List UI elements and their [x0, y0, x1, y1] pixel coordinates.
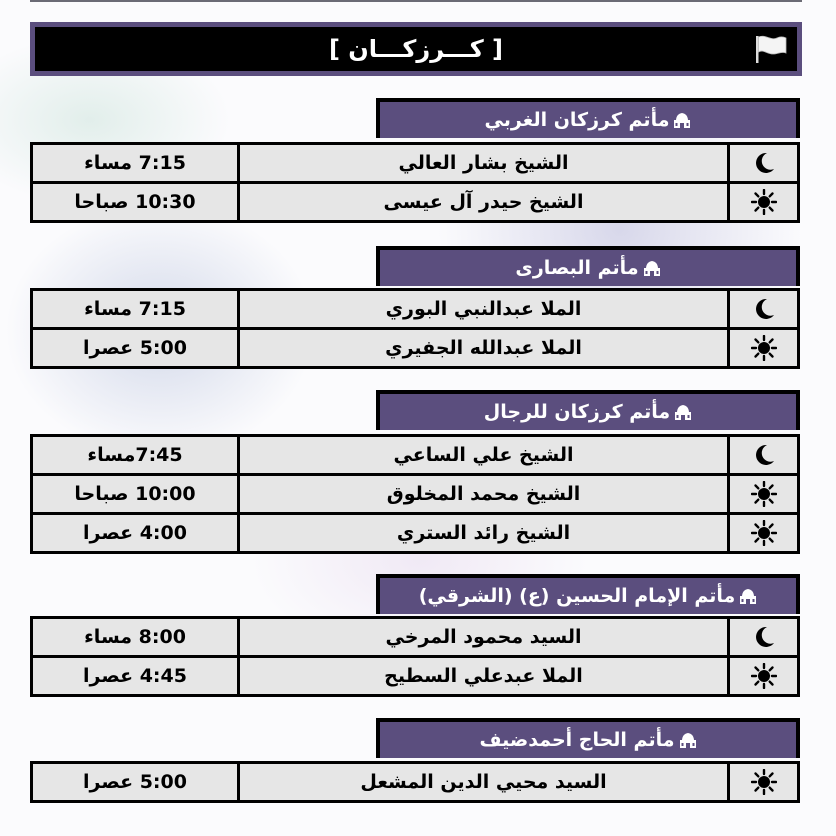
time-cell: 7:45مساء [33, 437, 237, 473]
mosque-dome-icon [643, 259, 661, 277]
table-row [33, 512, 797, 551]
speaker-cell: الشيخ محمد المخلوق [240, 476, 727, 512]
town-title: [ كـــرزكـــان ] [328, 35, 504, 63]
table-row [33, 764, 797, 800]
mosque-dome-icon [739, 587, 757, 605]
period-cell [730, 515, 797, 551]
period-cell [730, 291, 797, 327]
mosque-header-inner [380, 722, 796, 758]
mosque-name: مأتم كرزكان الغربي [484, 109, 670, 131]
period-cell [730, 476, 797, 512]
mosque-header-inner [380, 250, 796, 286]
time-cell: 4:45 عصرا [33, 658, 237, 694]
schedule-table [30, 761, 800, 803]
mosque-header-inner [380, 394, 796, 430]
time-cell: 10:00 صباحا [33, 476, 237, 512]
time-cell: 10:30 صباحا [33, 184, 237, 220]
crescent-moon-icon [751, 296, 777, 322]
mosque-name: مأتم الإمام الحسين (ع) (الشرقي) [418, 585, 736, 607]
sun-icon [751, 663, 777, 689]
time-cell: 7:15 مساء [33, 291, 237, 327]
speaker-cell: الشيخ رائد الستري [240, 515, 727, 551]
mosque-header [376, 98, 800, 138]
speaker-cell: السيد محمود المرخي [240, 619, 727, 655]
table-row [33, 619, 797, 655]
table-row [33, 655, 797, 694]
time-cell: 8:00 مساء [33, 619, 237, 655]
speaker-cell: الملا عبدعلي السطيح [240, 658, 727, 694]
period-cell [730, 145, 797, 181]
time-cell: 5:00 عصرا [33, 330, 237, 366]
sun-icon [751, 189, 777, 215]
mosque-name: مأتم كرزكان للرجال [483, 401, 671, 423]
period-cell [730, 437, 797, 473]
mosque-header [376, 574, 800, 614]
period-cell [730, 184, 797, 220]
town-banner [30, 22, 802, 76]
mosque-dome-icon [673, 111, 691, 129]
speaker-cell: السيد محيي الدين المشعل [240, 764, 727, 800]
table-row [33, 181, 797, 220]
table-row [33, 327, 797, 366]
sun-icon [751, 481, 777, 507]
mosque-header [376, 246, 800, 286]
town-banner-inner [35, 27, 797, 71]
mosque-header [376, 390, 800, 430]
white-flag-icon [753, 33, 789, 65]
top-divider [30, 0, 802, 2]
mosque-dome-icon [674, 403, 692, 421]
schedule-table [30, 142, 800, 223]
sun-icon [751, 520, 777, 546]
mosque-name: مأتم الحاج أحمدضيف [479, 729, 675, 751]
table-row [33, 145, 797, 181]
mosque-name: مأتم البصارى [515, 257, 639, 279]
mosque-header-inner [380, 578, 796, 614]
schedule-table [30, 288, 800, 369]
table-row [33, 437, 797, 473]
speaker-cell: الشيخ علي الساعي [240, 437, 727, 473]
time-cell: 4:00 عصرا [33, 515, 237, 551]
speaker-cell: الملا عبدالله الجفيري [240, 330, 727, 366]
crescent-moon-icon [751, 624, 777, 650]
speaker-cell: الشيخ حيدر آل عيسى [240, 184, 727, 220]
speaker-cell: الملا عبدالنبي البوري [240, 291, 727, 327]
crescent-moon-icon [751, 442, 777, 468]
time-cell: 7:15 مساء [33, 145, 237, 181]
mosque-dome-icon [679, 731, 697, 749]
crescent-moon-icon [751, 150, 777, 176]
table-row [33, 473, 797, 512]
speaker-cell: الشيخ بشار العالي [240, 145, 727, 181]
period-cell [730, 658, 797, 694]
schedule-table [30, 616, 800, 697]
table-row [33, 291, 797, 327]
period-cell [730, 330, 797, 366]
time-cell: 5:00 عصرا [33, 764, 237, 800]
sun-icon [751, 335, 777, 361]
schedule-table [30, 434, 800, 554]
period-cell [730, 764, 797, 800]
sun-icon [751, 769, 777, 795]
period-cell [730, 619, 797, 655]
mosque-header [376, 718, 800, 758]
mosque-header-inner [380, 102, 796, 138]
